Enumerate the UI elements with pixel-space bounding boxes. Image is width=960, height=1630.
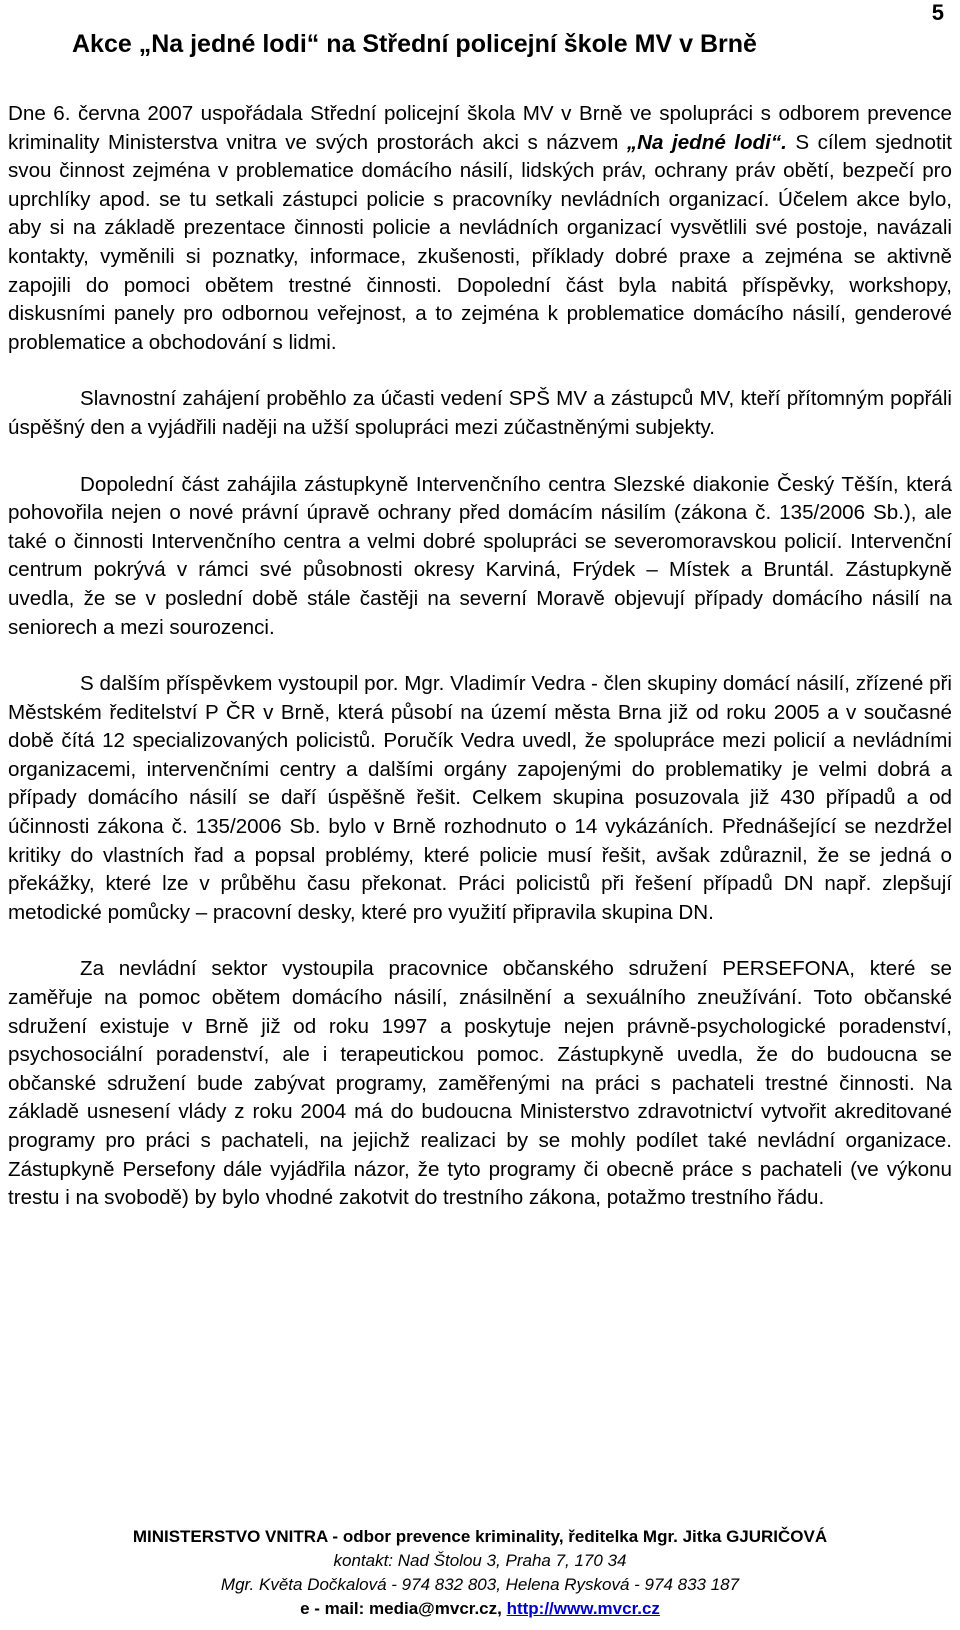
page-title: Akce „Na jedné lodi“ na Střední policejní škole MV v Brně [72,30,757,58]
article-body [8,100,952,1241]
footer-org: MINISTERSTVO VNITRA - odbor prevence kriminality, ředitelka Mgr. Jitka GJURIČOVÁ [132,1527,828,1546]
paragraph-intro-text-a: Dne 6. června 2007 uspořádala Střední policejní škola MV v Brně ve spolupráci s odborem prevence kriminality Ministerstva vnitra ve svých prostorách akci s názvem [8,102,952,154]
paragraph-persefona: Za nevládní sektor vystoupila pracovnice občanského sdružení PERSEFONA, které se zaměřuje na pomoc obětem domácího násilí, znásilnění a sexuálního zneužívání. Toto občanské sdružení existuje v Brně již od roku 1997 a poskytuje nejen právně-psychologické poradenství, psychosociální poradenství, ale i terapeutickou pomoc. Zástupkyně uvedla, že do budoucna se občanské sdružení bude zabývat programy, zaměřenými na práci s pachateli trestné činnosti. Na základě usnesení vlády z roku 2004 má do budoucna Ministerstvo zdravotnictví vytvořit akreditované programy pro práci s pachateli, na jejichž realizaci by se mohly podílet také nevládní organizace. Zástupkyně Persefony dále vyjádřila názor, že tyto programy či obecně práce s pachateli (ve výkonu trestu i na svobodě) by bylo vhodné zakotvit do trestního zákona, potažmo trestního řádu. [8,957,952,1210]
paragraph-intervention-centre: Dopolední část zahájila zástupkyně Intervenčního centra Slezské diakonie Český Těšín, která pohovořila nejen o nové právní úpravě ochrany před domácím násilím (zákona č. 135/2006 Sb.), ale také o činnosti Intervenčního centra a velmi dobré spolupráci se severomoravskou policií. Intervenční centrum pokrývá v rámci své působnosti okresy Karviná, Frýdek – Místek a Bruntál. Zástupkyně uvedla, že se v poslední době stále častěji na severní Moravě objevují případy domácího násilí na seniorech a mezi sourozenci. [8,472,952,639]
footer-people: Mgr. Květa Dočkalová - 974 832 803, Helena Rysková - 974 833 187 [220,1575,740,1594]
footer-email: e - mail: media@mvcr.cz, [300,1599,507,1618]
footer [0,1525,960,1621]
page-number: 5 [931,0,944,25]
paragraph-opening: Slavnostní zahájení proběhlo za účasti vedení SPŠ MV a zástupců MV, kteří přítomným popřáli úspěšný den a vyjádřili naději na užší spolupráci mezi zúčastněnými subjekty. [8,387,952,439]
footer-website-link[interactable]: http://www.mvcr.cz [506,1599,660,1618]
paragraph-police-unit: S dalším příspěvkem vystoupil por. Mgr. Vladimír Vedra - člen skupiny domácí násilí, zřízené při Městském ředitelství P ČR v Brně, která působí na území města Brna již od roku 2005 a v současné době čítá 12 specializovaných policistů. Poručík Vedra uvedl, že spolupráce mezi policií a nevládními organizacemi, intervenčními centry a dalšími orgány zapojenými do problematiky je velmi dobrá a případy domácího násilí se daří úspěšně řešit. Celkem skupina posuzovala již 430 případů a od účinnosti zákona č. 135/2006 Sb. bylo v Brně rozhodnuto o 14 vykázáních. Přednášející se nezdržel kritiky do vlastních řad a popsal problémy, které policie musí řešit, avšak zdůraznil, že se jedná o překážky, které lze v průběhu času překonat. Práci policistů při řešení případů DN např. zlepšují metodické pomůcky – pracovní desky, které pro využití připravila skupina DN. [8,672,952,924]
paragraph-intro-text-b: S cílem sjednotit svou činnost zejména v problematice domácího násilí, lidských práv, ochrany práv obětí, bezpečí pro uprchlíky apod. se tu setkali zástupci policie s pracovníky nevládních organizací. Účelem akce bylo, aby si na základě prezentace činnosti policie a nevládních organizací vysvětlili své postoje, navázali kontakty, vyměnili si poznatky, informace, zkušenosti, příklady dobré praxe a zejména se aktivně zapojili do pomoci obětem trestné činnosti. Dopolední část byla nabitá příspěvky, workshopy, diskusními panely pro odbornou veřejnost, a to zejména k problematice domácího násilí, genderové problematice a obchodování s lidmi. [8,130,952,354]
event-name: „Na jedné lodi“. [626,130,787,154]
paragraph-intro [8,100,952,357]
footer-contact: kontakt: Nad Štolou 3, Praha 7, 170 34 [333,1551,627,1570]
footer-email-line [0,1597,960,1621]
